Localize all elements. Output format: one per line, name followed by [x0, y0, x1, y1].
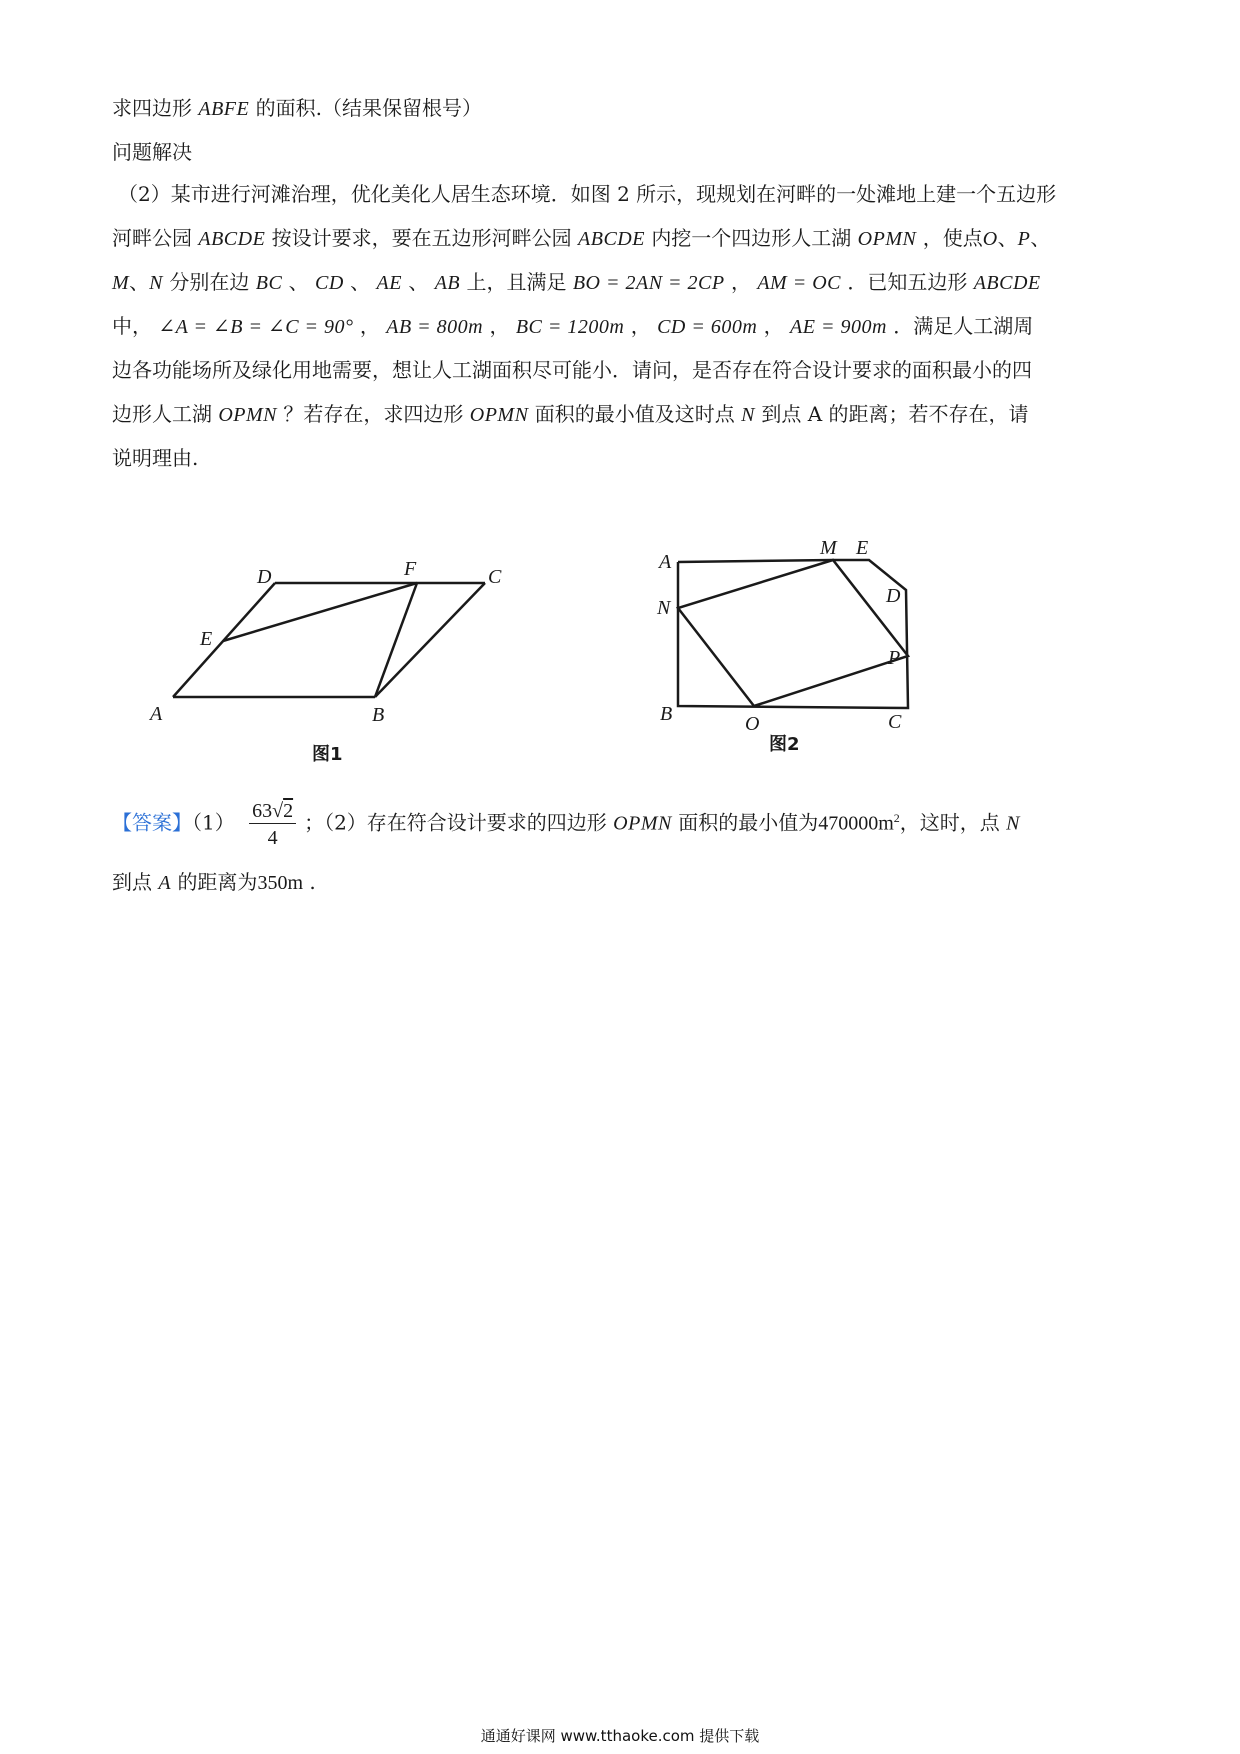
- text-run: 求四边形: [112, 96, 192, 120]
- text-run: 分别在边: [169, 270, 250, 294]
- quadrilateral-opmn: [678, 560, 908, 706]
- pentagon-abcde: [678, 560, 908, 708]
- text-run: ，这时，点: [899, 810, 1000, 835]
- text-run: ，: [730, 270, 751, 294]
- figure-1-parallelogram: [140, 545, 520, 770]
- math-run: OPMN: [218, 404, 278, 426]
- text-run: .: [309, 870, 316, 894]
- text-run: 、: [129, 270, 150, 294]
- label-a: A: [659, 551, 672, 573]
- label-p: P: [888, 647, 901, 669]
- problem2-line-1: （2）某市进行河滩治理，优化美化人居生态环境．如图 2 所示，现规划在河畔的一处滩地上建一个五边形: [118, 182, 1057, 206]
- text-run: 到点 A 的距离；若不存在，请: [761, 402, 1029, 426]
- math-run: AB = 800m: [386, 316, 484, 338]
- math-run: A: [158, 872, 172, 894]
- math-run: BC: [255, 272, 283, 294]
- figure-2-caption: 图2: [769, 734, 800, 755]
- text-run: 上，且满足: [466, 270, 567, 294]
- text-run: 到点: [112, 870, 152, 894]
- problem2-line-5: 边各功能场所及绿化用地需要，想让人工湖面积尽可能小．请问，是否存在符合设计要求的面积最小的四: [112, 358, 1032, 382]
- label-c: C: [488, 566, 502, 588]
- math-run: N: [149, 272, 164, 294]
- answer-line-1: [112, 792, 1020, 850]
- label-a: A: [150, 703, 163, 725]
- problem2-line-2: [112, 224, 1050, 253]
- text-run: 按设计要求，要在五边形河畔公园: [271, 226, 572, 250]
- numerator-radicand: 2: [283, 799, 294, 822]
- math-run: AE = 900m: [790, 316, 887, 338]
- answer-distance: 350m: [257, 872, 303, 894]
- text-run: ，使点: [922, 226, 983, 250]
- text-run: 内挖一个四边形人工湖: [651, 226, 852, 250]
- math-run: P: [1017, 228, 1031, 250]
- math-run: N: [1006, 812, 1020, 835]
- text-run: 的距离为: [177, 870, 258, 894]
- math-run: OPMN: [613, 812, 672, 835]
- math-run: O: [982, 228, 998, 250]
- math-run: M: [112, 272, 130, 294]
- problem2-line-4: [112, 312, 1033, 341]
- text-run: ，: [489, 314, 510, 338]
- figure-1-caption: 图1: [312, 744, 343, 765]
- math-run: ABCDE: [973, 272, 1041, 294]
- math-run: N: [741, 404, 755, 426]
- text-run: （1）: [192, 810, 235, 835]
- label-n: N: [657, 597, 671, 619]
- text-run: 、: [997, 226, 1018, 250]
- math-abfe: ABFE: [198, 98, 250, 120]
- math-run: ABCDE: [578, 228, 645, 250]
- text-run: ，: [630, 314, 651, 338]
- text-run: ，: [763, 314, 784, 338]
- text-run: ．已知五边形: [847, 270, 968, 294]
- label-o: O: [745, 713, 760, 735]
- problem2-line-7: 说明理由.: [112, 446, 199, 470]
- superscript: 2: [893, 811, 900, 825]
- text-run: 、: [408, 270, 429, 294]
- text-run: ．满足人工湖周: [893, 314, 1034, 338]
- math-run: OPMN: [857, 228, 917, 250]
- section-title: 问题解决: [112, 140, 192, 164]
- text-run: 面积的最小值为: [678, 810, 819, 835]
- math-run: BO = 2AN = 2CP: [572, 272, 725, 294]
- answer-line-2: [112, 868, 316, 897]
- label-b: B: [372, 704, 385, 726]
- page-footer: 通通好课网 www.tthaoke.com 提供下载: [480, 1727, 760, 1745]
- label-e: E: [856, 537, 869, 559]
- math-run: ABCDE: [198, 228, 266, 250]
- math-run: OPMN: [469, 404, 529, 426]
- label-m: M: [820, 537, 837, 559]
- text-run: 、: [1030, 226, 1051, 250]
- answer-tag: 【答案】: [112, 810, 192, 835]
- math-run: ∠A = ∠B = ∠C = 90°: [158, 316, 354, 338]
- side-bc: [375, 583, 485, 697]
- text-run: ？若存在，求四边形: [283, 402, 464, 426]
- text-run: 河畔公园: [112, 226, 192, 250]
- answer-fraction: [249, 799, 296, 850]
- segment-bf: [375, 583, 417, 697]
- fraction-numerator: 63√2: [249, 799, 296, 824]
- text-run: ，: [359, 314, 380, 338]
- text-run: 面积的最小值及这时点: [534, 402, 735, 426]
- math-run: AE: [376, 272, 402, 294]
- text-run: ；（2）存在符合设计要求的四边形: [304, 810, 607, 835]
- label-c: C: [888, 711, 902, 733]
- figure-2-pentagon-park: [650, 530, 930, 770]
- answer-value: 470000m: [818, 812, 894, 835]
- text-run: 、: [288, 270, 309, 294]
- segment-ef: [223, 583, 417, 641]
- numerator-coefficient: 63: [252, 799, 273, 822]
- label-f: F: [404, 558, 417, 580]
- label-d: D: [257, 566, 272, 588]
- fraction-denominator: 4: [267, 826, 278, 849]
- math-run: BC = 1200m: [515, 316, 625, 338]
- math-run: CD = 600m: [657, 316, 758, 338]
- label-e: E: [200, 628, 213, 650]
- text-run: 边形人工湖: [112, 402, 212, 426]
- math-run: AB: [434, 272, 461, 294]
- label-d: D: [886, 585, 901, 607]
- label-b: B: [660, 703, 673, 725]
- problem2-line-6: [112, 400, 1029, 429]
- problem2-line-3: [112, 268, 1041, 297]
- math-run: AM = OC: [757, 272, 841, 294]
- text-run: 的面积.（结果保留根号）: [255, 96, 482, 120]
- question-part1-tail: [112, 94, 482, 123]
- text-run: 、: [350, 270, 371, 294]
- math-run: CD: [315, 272, 344, 294]
- text-run: 中，: [112, 314, 152, 338]
